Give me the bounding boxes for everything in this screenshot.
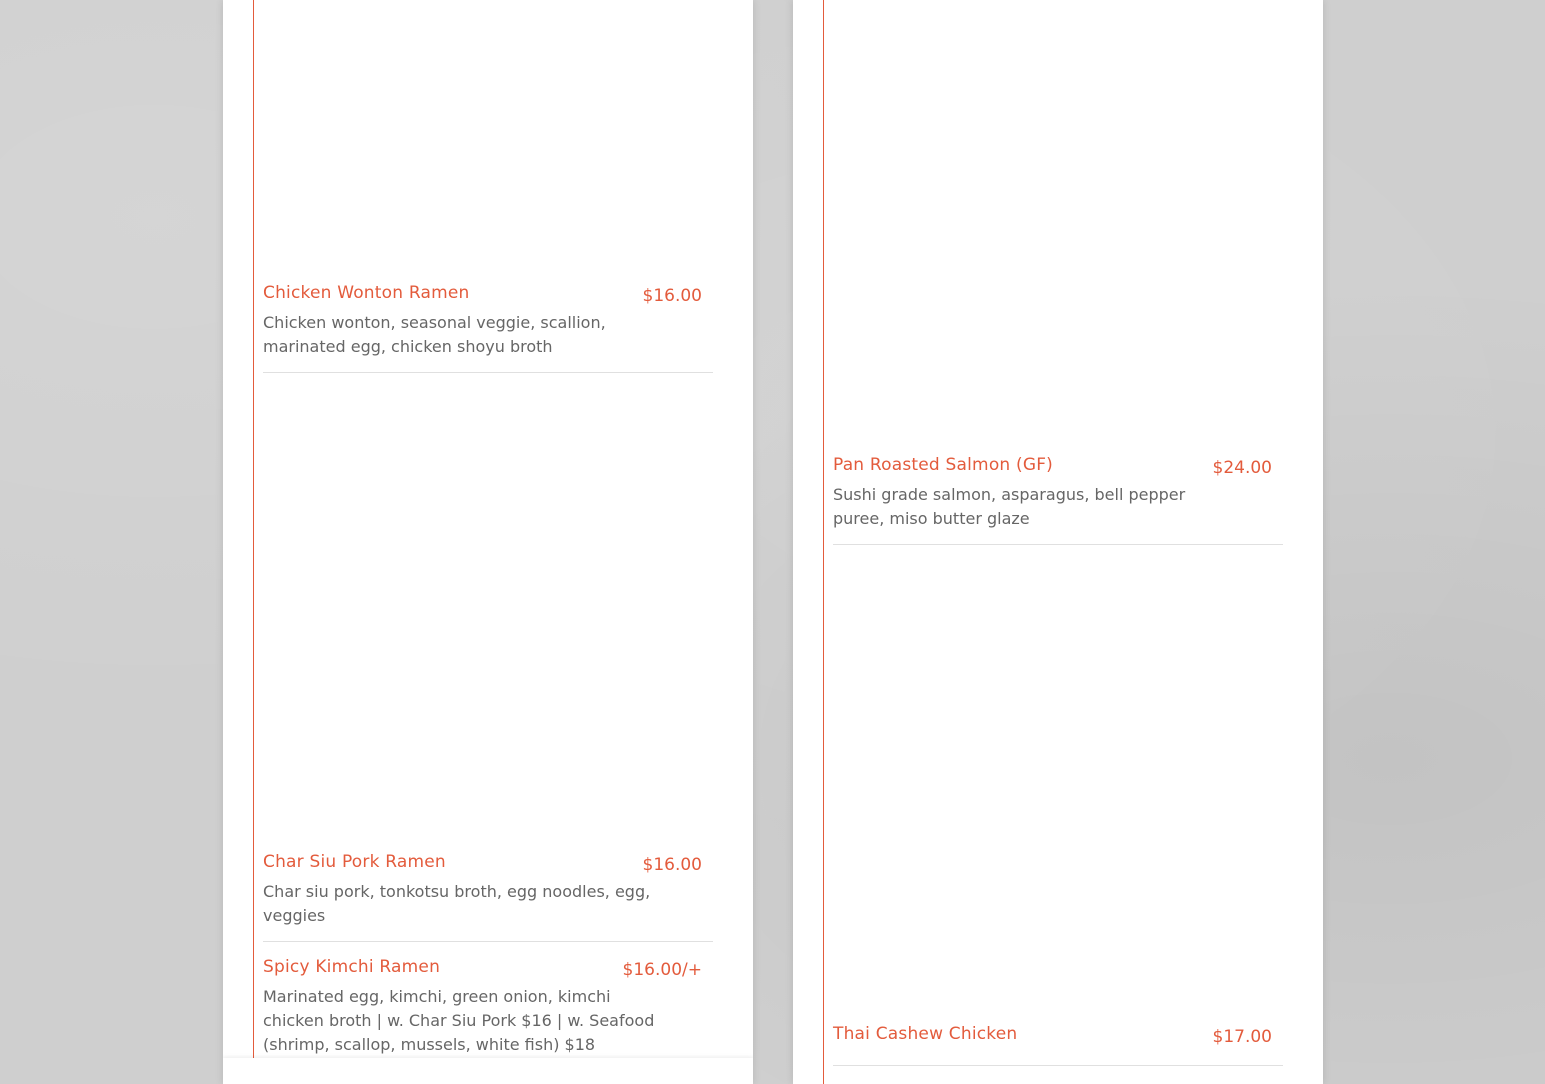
menu-item-header (263, 957, 713, 983)
menu-panel-right (793, 0, 1323, 1084)
accent-rule-right (823, 0, 824, 1084)
menu-item-header (833, 1024, 1283, 1050)
accent-rule-left (253, 0, 254, 1084)
menu-item-description: Chicken wonton, seasonal veggie, scallion, marinated egg, chicken shoyu broth (263, 313, 606, 356)
menu-divider (263, 941, 713, 942)
menu-item-description: Char siu pork, tonkotsu broth, egg noodles, egg, veggies (263, 882, 651, 925)
menu-item-name[interactable]: Spicy Kimchi Ramen (263, 957, 441, 977)
menu-item-description: Sushi grade salmon, asparagus, bell pepper puree, miso butter glaze (833, 485, 1186, 528)
menu-divider (833, 1065, 1283, 1066)
menu-item-header (833, 455, 1283, 481)
menu-divider (263, 372, 713, 373)
menu-item-spicy-kimchi-ramen[interactable] (263, 957, 713, 1057)
menu-item-header (263, 283, 713, 309)
menu-panel-left (223, 0, 753, 1084)
menu-item-next-partial (833, 1072, 1283, 1084)
menu-item-price: $17.00 (1212, 1027, 1272, 1047)
menu-item-name[interactable]: Thai Cashew Chicken (833, 1024, 1018, 1044)
menu-item-price: $24.00 (1212, 458, 1272, 478)
menu-item-thai-cashew-chicken[interactable] (833, 1024, 1283, 1050)
menu-item-name[interactable]: Char Siu Pork Ramen (263, 852, 446, 872)
menu-item-name[interactable]: Pan Roasted Salmon (GF) (833, 455, 1054, 475)
panel-bottom-edge (223, 1058, 753, 1084)
menu-item-pan-roasted-salmon[interactable] (833, 455, 1283, 531)
menu-item-price: $16.00/+ (622, 960, 702, 980)
menu-item-name[interactable]: Chicken Wonton Ramen (263, 283, 470, 303)
menu-item-description: Marinated egg, kimchi, green onion, kimchi chicken broth | w. Char Siu Pork $16 | w. Seafood (shrimp, scallop, mussels, white fish) $18 (263, 987, 655, 1054)
menu-item-char-siu-pork-ramen[interactable] (263, 852, 713, 928)
menu-item-price: $16.00 (642, 286, 702, 306)
menu-item-chicken-wonton-ramen[interactable] (263, 283, 713, 359)
menu-item-price: $16.00 (642, 855, 702, 875)
menu-item-header (263, 852, 713, 878)
menu-divider (833, 544, 1283, 545)
